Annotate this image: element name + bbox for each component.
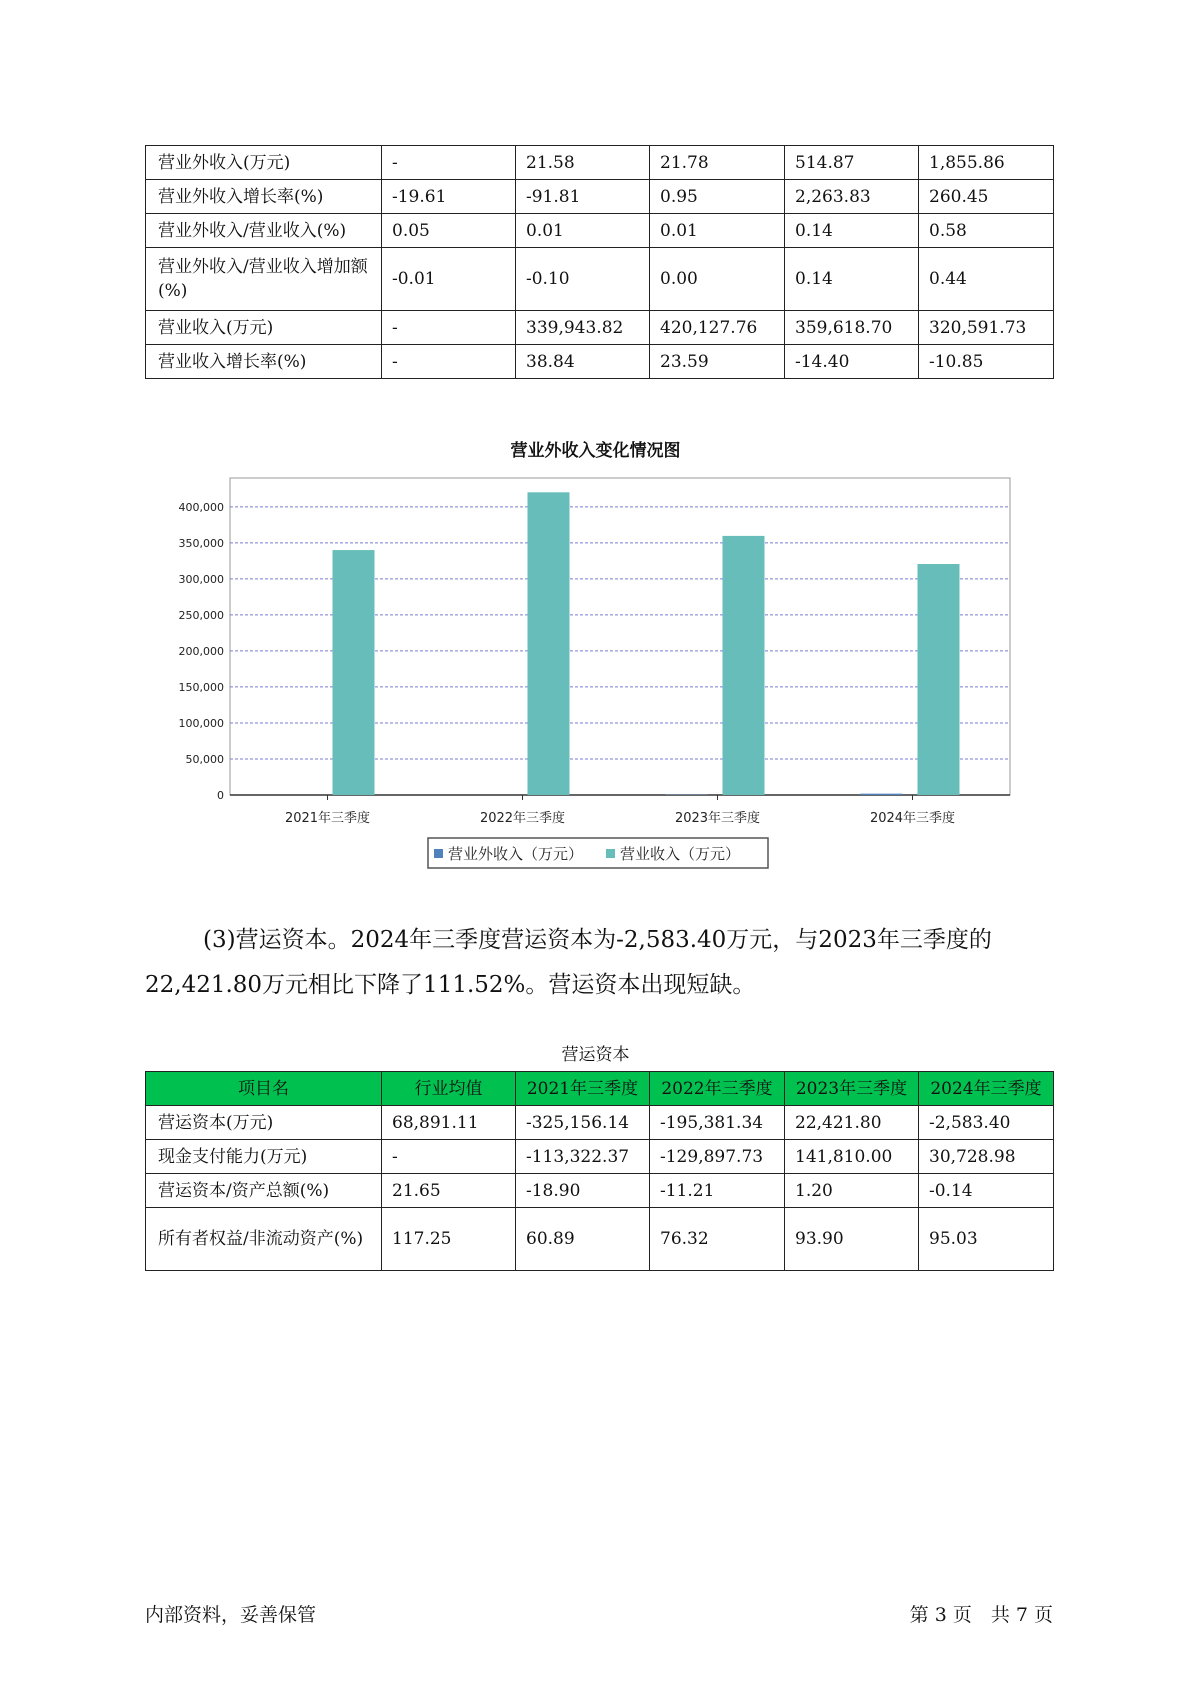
table-row: 营运资本/资产总额(%) 21.65 -18.90 -11.21 1.20 -0.14 [146, 1174, 1054, 1208]
y-tick-label: 50,000 [185, 752, 224, 766]
working-capital-paragraph: (3)营运资本。2024年三季度营运资本为-2,583.40万元，与2023年三季度的22,421.80万元相比下降了111.52%。营运资本出现短缺。 [145, 927, 992, 998]
bar-series-2 [528, 492, 570, 795]
bar-series-1 [861, 794, 903, 795]
legend-swatch-2 [606, 849, 615, 858]
table-row: 营业收入增长率(%) - 38.84 23.59 -14.40 -10.85 [146, 345, 1054, 379]
x-tick-label: 2022年三季度 [479, 811, 566, 826]
bar-series-2 [918, 564, 960, 795]
bar-chart [150, 470, 1020, 880]
table-row: 营业外收入/营业收入(%) 0.05 0.01 0.01 0.14 0.58 [146, 214, 1054, 248]
table-row: 营业外收入(万元) - 21.58 21.78 514.87 1,855.86 [146, 146, 1054, 180]
table-row: 营业外收入增长率(%) -19.61 -91.81 0.95 2,263.83 260.45 [146, 180, 1054, 214]
table-row: 营运资本(万元) 68,891.11 -325,156.14 -195,381.34 22,421.80 -2,583.40 [146, 1106, 1054, 1140]
table-row: 现金支付能力(万元) - -113,322.37 -129,897.73 141,810.00 30,728.98 [146, 1140, 1054, 1174]
x-tick-label: 2024年三季度 [869, 811, 956, 826]
footer-page-number: 第 3 页 共 7 页 [909, 1604, 1053, 1626]
legend-swatch-1 [434, 849, 443, 858]
table-row: 所有者权益/非流动资产(%) 117.25 60.89 76.32 93.90 95.03 [146, 1208, 1054, 1271]
y-tick-label: 100,000 [178, 716, 224, 730]
table-header-row: 项目名 行业均值 2021年三季度 2022年三季度 2023年三季度 2024年三季度 [146, 1072, 1054, 1106]
legend-label-1: 营业外收入（万元） [448, 845, 584, 863]
chart-title: 营业外收入变化情况图 [510, 441, 681, 461]
bar-series-2 [333, 550, 375, 795]
y-tick-label: 200,000 [178, 644, 224, 658]
y-tick-label: 350,000 [178, 536, 224, 550]
income-table [145, 145, 1054, 379]
y-tick-label: 0 [217, 789, 224, 802]
x-tick-label: 2023年三季度 [674, 811, 761, 826]
table-row: 营业收入(万元) - 339,943.82 420,127.76 359,618.70 320,591.73 [146, 311, 1054, 345]
y-tick-label: 250,000 [178, 608, 224, 622]
working-capital-table [145, 1071, 1054, 1271]
y-tick-label: 300,000 [178, 572, 224, 586]
y-tick-label: 150,000 [178, 680, 224, 694]
legend-label-2: 营业收入（万元） [620, 845, 741, 863]
footer-confidential-note: 内部资料，妥善保管 [145, 1604, 317, 1626]
bar-series-2 [723, 536, 765, 795]
table-row: 营业外收入/营业收入增加额(%) -0.01 -0.10 0.00 0.14 0.44 [146, 248, 1054, 311]
x-tick-label: 2021年三季度 [284, 811, 371, 826]
y-tick-label: 400,000 [178, 500, 224, 514]
table-title: 营运资本 [561, 1045, 630, 1065]
